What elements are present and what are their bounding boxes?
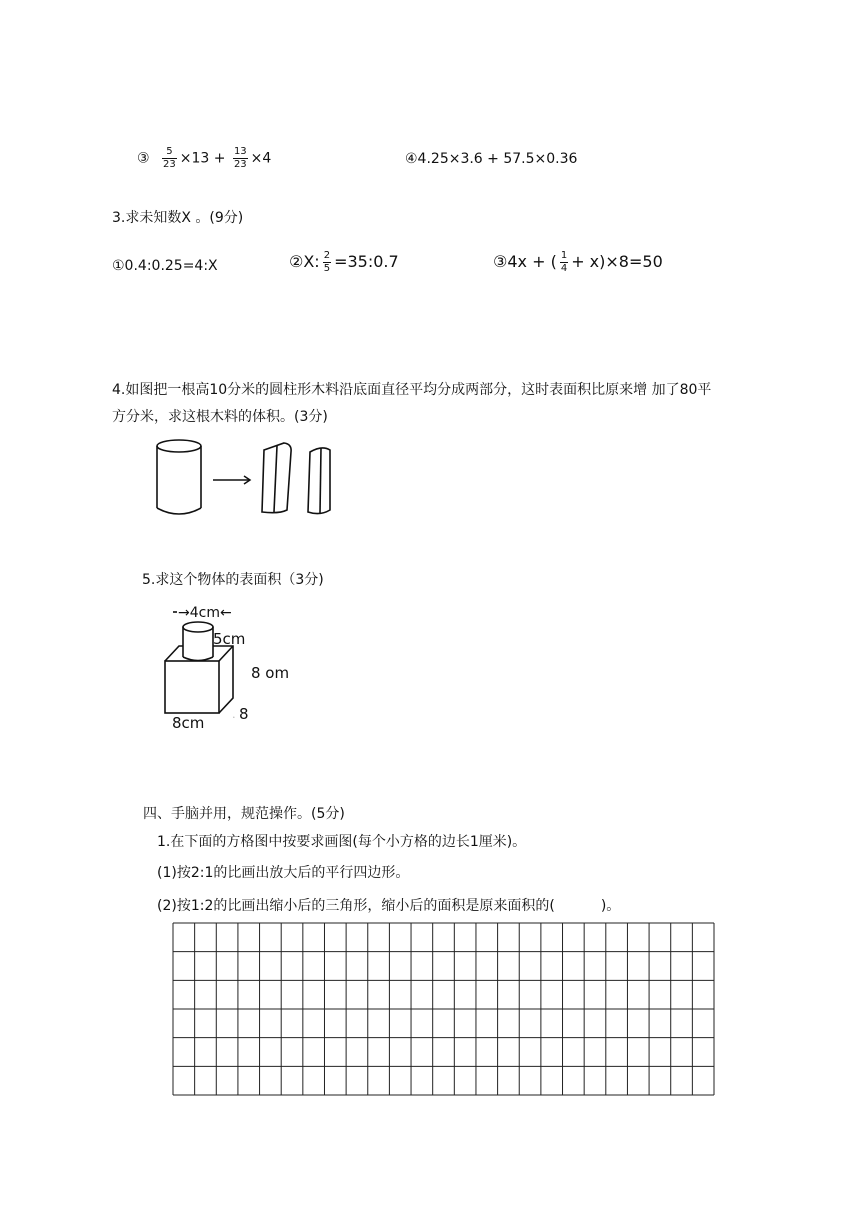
fraction: $\frac{2}{5}$ [323,250,331,274]
q4-text-line2: 方分米，求这根木料的体积。(3分) [112,409,328,425]
cube [165,646,233,713]
label-cube-height: 8 om [251,664,290,682]
q5-title: 5.求这个物体的表面积（3分) [142,572,324,588]
q2-item3-marker: ③ [137,150,150,167]
q3-eq1: ①0.4:0.25=4:X [112,258,218,274]
fraction: $\frac{13}{23}$ [233,146,247,170]
section4-sub1: (1)按2:1的比画出放大后的平行四边形。 [157,865,410,881]
label-diameter: →4cm← [178,605,232,621]
q2-item4: ④4.25×3.6 + 57.5×0.36 [405,151,578,167]
q5-solid-figure [155,598,305,738]
q3-eq2: ②X: $\frac{2}{5}$ =35:0.7 [289,250,399,274]
dot-mark: • [233,715,235,719]
section4-title: 四、手脑并用，规范操作。(5分) [143,806,345,822]
q2-item3: ③ $\frac{5}{23}$ ×13 + $\frac{13}{23}$ ×4 [137,146,272,170]
fraction: $\frac{5}{23}$ [163,146,176,170]
arrow-icon [213,476,250,484]
cylinder-whole [157,440,201,514]
section4-sub2: (2)按1:2的比画出缩小后的三角形，缩小后的面积是原来面积的( )。 [157,898,621,914]
half-cylinder-2 [308,448,330,514]
section4-item1: 1.在下面的方格图中按要求画图(每个小方格的边长1厘米)。 [157,834,527,850]
q3-eq3: ③4x + ( $\frac{1}{4}$ + x)×8=50 [493,250,663,274]
half-cylinder-1 [262,443,291,513]
q3-title: 3.求未知数X 。(9分) [112,210,244,226]
small-cylinder [183,622,213,661]
q4-text-line1: 4.如图把一根高10分米的圆柱形木料沿底面直径平均分成两部分，这时表面积比原来增 加了80平 [112,382,712,398]
square-grid[interactable] [172,922,717,1098]
label-cylinder-height: 5cm [213,630,246,648]
fraction: $\frac{1}{4}$ [560,250,568,274]
label-depth: 8 [239,705,249,723]
label-width: 8cm [172,714,205,732]
q4-cylinder-figure [140,430,360,530]
